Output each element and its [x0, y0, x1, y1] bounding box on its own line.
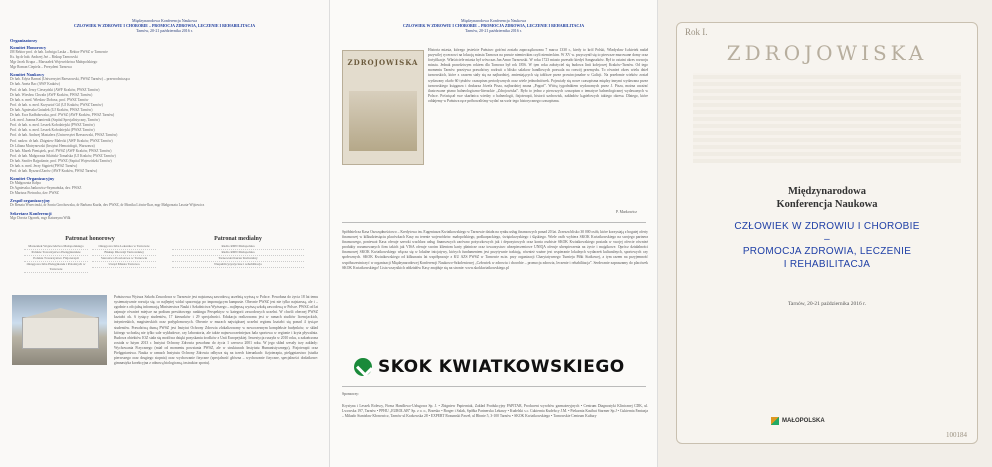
cover-rok: Rok I. [685, 27, 708, 37]
list-item: Starostwo Powiatowe w Tarnowie [92, 256, 156, 262]
honorary-list-2 [92, 244, 156, 273]
header-line2: CZŁOWIEK W ZDROWIU I CHOROBIE – PROMOCJA ZDROWIA, LECZENIE I REHABILITACJA [73, 23, 256, 28]
committee-heading: Zespół organizacyjny [10, 198, 51, 204]
committee-heading: Komitet Honorowy [10, 45, 47, 50]
list-item: Marszałek Województwa Małopolskiego [24, 244, 88, 250]
conf-line1: Międzynarodowa [788, 186, 866, 197]
skok-text: Spółdzielcza Kasa Oszczędnościowo – Kredytowa im. Eugeniusza Kwiatkowskiego w Tarnowie działa na rynku usług finansowych ponad 20 lat. Zrzesza blisko 30 000 osób, które korzystają z bogatej oferty finansowej w kilkudziesięciu placówkach Kasy na terenie województw: małopolskiego, podkarpackiego, świętokrzyskiego i śląskiego. Wiele osób wybiera SKOK Kwiatkowskiego na swojego partnera finansowego, ponieważ Kasa oferuje szeroki wachlarz usług finansowych zarówno pożyczkowych jak i depozytowych oraz konta osobiste SKOK Kwiatkowskiego posiada w swojej ofercie również produkty rozumowanych firm takich jak VISA oferuje swoim klientom karty płatnicze oraz towarzystwo ubezpieczeniowe UNIQA oferuje ubezpieczenia na życie i majątkowe. Oprócz działalności finansowej SKOK Kwiatkowskiego włącza się w lokalne inicjatywy, których fundamentem jest pozytywnie traktują, również ważne jest wspieranie lokalnych wydarzeń kulturalnych, sportowych czy społecznych. SKOK Kwiatkowskiego od kilkunastu lat współpracuje z KU AZS PWSZ w Tarnowie m.in. przy organizacji Charytatywnego Turnieju Piłki Siatkowej, a tym razem na przyjemność współuczestniczyć w organizacji Międzynarodowej Konferencji Naukowo-Szkoleniowej „Człowiek w zdrowiu i chorobie – promocja zdrowia, leczenie i rehabilitacja”. Serdecznie zapraszamy do placówek SKOK Kwiatkowskiego! Lista wszystkich oddziałów Kasy znajduje się na stronie: www.skokkwiatkowskiego.pl [342, 230, 648, 270]
title-line1: CZŁOWIEK W ZDROWIU I CHOROBIE [734, 221, 920, 232]
committee-heading: Komitet Organizacyjny [10, 176, 55, 182]
header-line3: Tarnów, 20-21 października 2016 r. [136, 28, 193, 33]
committee-member: Dr hab. Ewa Kadłubowska, prof. PWSZ (AWF Kraków, PWSZ Tarnów) [10, 113, 115, 118]
skok-logo-text: SKOK KWIATKOWSKIEGO [378, 357, 625, 377]
committee-member: Prof. nadzw. dr hab. Zbigniew Małecki (AWF Kraków, PWSZ Tarnów) [10, 138, 113, 143]
skok-check-icon [354, 358, 372, 376]
committee-member: Dr Małgorzata Kołpa [10, 181, 41, 186]
archive-masthead: ZDROJOWISKA [347, 58, 419, 67]
cover-faded-print [693, 73, 961, 163]
cover-conference [677, 185, 977, 211]
honorary-patronage [24, 236, 156, 273]
divider-2 [342, 386, 646, 387]
honorary-list-1 [24, 244, 88, 273]
cover-masthead: ZDROJOWISKA [726, 41, 928, 65]
school-text: Państwowa Wyższa Szkoła Zawodowa w Tarnowie jest najstarszą zawodową uczelnią wyższą w Polsce. Powołana do życia 18 lat temu systematycznie rozwija się, co najlepiej widać spacerując po imponującym kampusie. Obecnie PWSZ jest nie tylko najstarszą, ale i – zgodnie z oficjalną informacją Ministerstwa Nauki i Szkolnictwa Wyższego – najlepszą wyższą szkołą zawodową w Polsce. PWSZ od lat zajmuje również miejsce na podium prestiżowego rankingu Perspektyw w kategorii zawodowych uczelni. W chwili obecnej PWSZ kształci ok. 6 tysięcy studentów, 17 kierunków i 29 specjalności. Edukacja realizowana jest w ramach studiów licencjackich, inżynierskich, magisterskich oraz podyplomowych. Obecnie w murach największej uczelni regionu kształci się ponad 4 tysiące studentów. Prawdziwą dumą PWSZ jest Instytut Ochrony Zdrowia zlokalizowany w nowoczesnym kompleksie budynków, w skład którego wchodzą nie tylko sale wykładowe, czy laboratoria, ale także najnowocześniejsza hala sportowa w regionie i kryta pływalnia. Budowa obiektów IOZ stała się możliwa dzięki pozyskaniu środków z Unii Europejskiej. Inwestycja ruszyła w 2010 roku, a zakończona została w lutym 2013 r. Instytut Ochrony Zdrowia powołano do życia 1 czerwca 2001 roku. W jego skład weszły trzy zakłady: Wychowania Fizycznego (miał od momentu powstania PWSZ, ale w strukturach Instytutu Humanistycznego), Fizjoterapii oraz Pielęgniarstwa. Nauka w ramach Instytutu Ochrony Zdrowia odbywa się na trzech kierunkach: fizjoterapia, pielęgniarstwo (studia pierwszego oraz drugiego stopnia) oraz wychowanie fizyczne (specjalność główna – wychowanie fizyczne, specjalności dodatkowe: gimnastyka korekcyjna z odnową biologiczną, instruktor sportu). [114, 295, 318, 365]
cover-number: 100184 [946, 431, 967, 439]
header2-line1: Międzynarodowa Konferencja Naukowa [460, 18, 527, 23]
committee-member: Dr hab. n. med. Wiesław Dobosz, prof. PWSZ Tarnów [10, 97, 89, 102]
committee-member: Dr hab. Edyta Barnaś (Uniwersytet Rzeszowski, PWSZ Tarnów) – przewodnicząca [10, 77, 130, 82]
committee-member: Dr hab. Sznifer Rajpolanie, prof. PWSZ (Szpital Wojewódzki Tarnów) [10, 158, 112, 163]
committee-heading: Sekretarz Konferencji [10, 210, 52, 216]
patronage-section [24, 236, 304, 273]
committee-member: Ks. bp dr hab. Andrzej Jeż – Biskup Tarnowski [10, 55, 78, 60]
title-line3: PROMOCJA ZDROWIA, LECZENIE [742, 246, 912, 257]
list-item: Okręgowa Izba Lekarska w Tarnowie [92, 244, 156, 250]
page-header-2 [330, 18, 657, 33]
committee-member: Prof. dr hab. n. med. Leszek Kołodziejski (PWSZ Tarnów) [10, 128, 95, 133]
committee-member: Mgr Jacek Krupa – Marszałek Województwa Małopolskiego [10, 60, 98, 65]
list-item: Urząd Miasta Tarnowa [92, 262, 156, 268]
list-item: Polskie Towarzystwo Fizjoterapii [24, 256, 88, 262]
malopolska-logo [771, 417, 825, 425]
school-para-top [114, 295, 318, 365]
organizers-section [10, 36, 320, 221]
header2-line2: CZŁOWIEK W ZDROWIU I CHOROBIE – PROMOCJA ZDROWIA, LECZENIE I REHABILITACJA [402, 23, 585, 28]
archive-scene [349, 91, 417, 151]
sponsors-text: Krystyna i Leszek Rolescy, Firma Handlowo-Usługowa Sp. J. • Zbigniew Papierniak, Zakład Produkcyjny PAPITAR, Producent wyrobów garmażeryjnych • Centrum Diagnostyki Klinicznej CDK, ul. Lwowska 197, Tarnów • PPHU „EUROLAB” Sp. z o. o., Brzesko • Borger i Salak, Spółka Partnerska Lekarzy • Kudelski s.c. Cukiernia Kudelscy J.M. • Piekarnia Kasibut Starmer Sp.J • Cukiernia Fantazja – Mikado Stanisław Kłonowicz, Tarnów ul Krakowska 28 • EXPERT Rozumski Paweł, ul Błonie 5, 3-100 Tarnów • SKOK Kwiatkowskiego • Tarnowskie Centrum Kultury [342, 404, 648, 419]
organizers-title: Organizatorzy [10, 38, 38, 43]
skok-logo [354, 356, 642, 378]
header2-line3: Tarnów, 20-21 października 2016 r. [465, 28, 522, 33]
page-middle [330, 0, 658, 467]
header-line1: Międzynarodowa Konferencja Naukowa [131, 18, 198, 23]
media-patronage [172, 236, 304, 273]
zdrojowiska-archive-image [342, 50, 424, 165]
school-para-bottom [12, 368, 318, 463]
media-title: Patronat medialny [214, 236, 262, 242]
title-line2: – [824, 233, 830, 245]
list-item: Radio RDN Małopolska [172, 244, 304, 250]
title-line4: I REHABILITACJA [783, 258, 871, 270]
list-item: Radio RDN Małopolska [172, 250, 304, 256]
sponsors-title: Sponsorzy: [342, 392, 360, 396]
list-item: Okręgowa Izba Pielęgniarek i Położnych w Tarnowie [24, 262, 88, 273]
committee-member: Prof. dr hab. Ryszard Żarów (AWF Kraków, PWSZ Tarnów) [10, 169, 98, 174]
committee-member: Dr Renata Wrzecinski, dr Sonia Grochowska, dr Barbara Kuzła, dzv PWSZ, dr Monika Litwin-Ikar, mgr Małgorzata Lasota-Wijtowicz [10, 203, 205, 208]
history-signature: P. Markowicz [616, 210, 637, 214]
media-list [172, 244, 304, 268]
committee-heading: Komitet Naukowy [10, 72, 45, 78]
committee-member: Prof. dr hab. Małgorzata Sikiński-Tomalska (UJ Kraków, PWSZ Tarnów) [10, 153, 116, 158]
building-shape [22, 317, 99, 349]
cover-title [677, 221, 977, 271]
organizers-list [10, 45, 320, 221]
list-item: Biskup Diecezji Tarnowskiej [92, 250, 156, 256]
list-item: Polskie Towarzystwo Pielęgniarskie [24, 250, 88, 256]
committee-member: Dr Liliana Mutrynowski (Instytut Hematologii, Warszawa) [10, 143, 95, 148]
skok-para [342, 230, 648, 352]
divider-1 [342, 222, 646, 223]
malopolska-icon [771, 417, 779, 425]
committee-member: Mgr Dorota Ogonek, mgr Katarzyna Wilk [10, 215, 71, 220]
committee-member: Lek. med. Joanna Kamienik (Szpital Specjalistyczny, Tarnów) [10, 118, 100, 123]
page-left [0, 0, 330, 467]
list-item: Niepublicysystyczne i rehabilitacja [172, 262, 304, 268]
history-para [428, 48, 648, 180]
cover-page [658, 0, 992, 467]
page-header [0, 18, 329, 33]
malopolska-text: MAŁOPOLSKA [782, 418, 825, 424]
cover-date: Tarnów, 20-21 października 2016 r. [787, 301, 867, 307]
sponsors-para [342, 404, 648, 464]
committee-member: Dr hab. Wiesław Chwała (AWF Kraków, PWSZ Tarnów) [10, 92, 93, 97]
committee-member: Prof. dr hab. Jerzy Cieszyński (AWF Kraków, PWSZ Tarnów) [10, 87, 100, 92]
committee-member: Prof. dr hab. n. med. Leszek Kołodziejski (PWSZ Tarnów) [10, 123, 95, 128]
committee-member: Prof. dr hab. Andrzej Mastalerz (Uniwersytet Rzeszowski, PWSZ Tarnów) [10, 133, 118, 138]
history-para-cont [342, 180, 648, 200]
campus-photo [12, 295, 107, 365]
committee-member: Prof. dr hab. n. med. Krzysztof Gil (UJ Kraków, PWSZ Tarnów) [10, 102, 103, 107]
cover-frame [676, 22, 978, 444]
committee-member: Mgr Roman Ciepiela – Prezydent Tarnowa [10, 65, 72, 70]
list-item: Tarnowski Kurier Kulturalny [172, 256, 304, 262]
committee-member: Dr hab. Agnieszka Gniadek (UJ Kraków, PWSZ Tarnów) [10, 107, 93, 112]
committee-member: Dr Mariusz Pietracha, dzv. PWSZ [10, 191, 59, 196]
history-text: Historia miasta, którego jesteście Państwo gośćmi została zapoczątkowana 7 marca 1330 r., kiedy to król Polski, Władysław Łokietek nadał przywilej rycerzowi na lokację miasta Tarnowa na prawie niemieckim czyli niemieckim. W XV w. przyczynił się to pierwsze murowane domy oraz fortyfikacje. Właściciele miasta był wówczas Jan Amor Tarnowski. W roku 1723 miasto przeszło kiedyś Sanguszków. Był to ostatni okres rozwoju miasta. Jednak prawdziwym rokiem dla Tarnowa był rok 1856. W tym roku założyciel się budowa linii kolejowej Kraków-Tarnów. Od tego momentu Tarnów przeżywa prawdziwy rozkwit a blisko salakow handlowych pozwala na rozwój przemysłu. To również okres wielu dzieł tarnowskich, które z czasem stały się na najbardziej, zmieniających się tablicze przez prowincjonalne w Galicji. Na przełomie wieków został wydawany około 60 tytułów czasopism periodycznych oraz wiele jednodniówek. Pojawiały się nowe czasopisma między innymi wydawana przez tarnowskiego księgarza i drukarza Józefa Pisza, najbardziej znana „Pogoń”. Wtórą tygodnikiem wydawanych przez J. Pisza, można uważać ilustrowane pismo balneologiczno-literackie „Zdrojowiska”. Było to jedno z pierwszych czasopism o tematyce balneologicznej wydawanych w Polsce. Poświęcał swe skarbnica wiedzy o balneologii, fizjoterapii, historii uzdrowisk, zakładów kąpielowych takiego okresu. Dlatego, które oddajemy w Państwa ręce próbowaliśmy wydać na wzór tego historycznego czasopisma. [428, 48, 648, 103]
committee-member: Dr Agnieszka Jankowicz-Szymańska, dzv. PWSZ [10, 186, 82, 191]
committee-member: Dr hab. Aneta Bac (AWF Kraków) [10, 82, 61, 87]
committee-member: JM Rektor prof. dr hab. Jadwiga Laska – Rektor PWSZ w Tarnowie [10, 50, 108, 54]
honorary-title: Patronat honorowy [65, 236, 115, 242]
conf-line2: Konferencja Naukowa [776, 199, 878, 210]
committee-member: Dr hab. Marek Pieniążek, prof. PWSZ (AWF Kraków, PWSZ Tarnów) [10, 148, 112, 153]
committee-member: Dr hab. n. med. Jerzy Stępień (PWSZ Tarnów) [10, 163, 78, 168]
